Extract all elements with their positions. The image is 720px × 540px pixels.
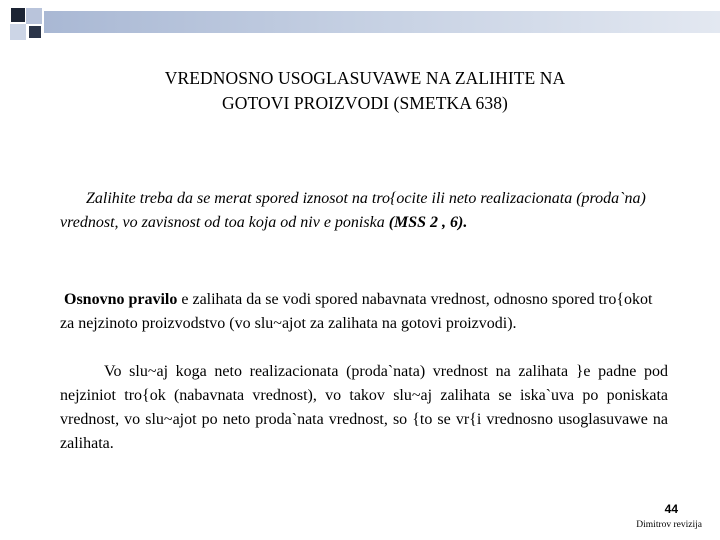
- paragraph-text: Vo slu~aj koga neto realizacionata (proda`nata) vrednost na zalihata }e padne pod nejziniot tro{ok (nabavnata vrednost), vo takov slu~aj zalihata se iska`uva po poniskata vrednost, vo slu~ajot po neto proda`nata vrednost, so {to se vr{i vrednosno usoglasuvawe na zalihata.: [60, 363, 668, 452]
- slide-title: [60, 66, 670, 116]
- title-line-1: VREDNOSNO USOGLASUVAWE NA ZALIHITE NA: [164, 68, 566, 88]
- header-gradient-band: [44, 11, 720, 33]
- bold-lead: Osnovno pravilo: [64, 291, 178, 308]
- deco-square-dark: [11, 8, 25, 22]
- deco-square-dark: [29, 26, 41, 38]
- deco-square-light: [10, 24, 26, 40]
- paragraph-impairment: [60, 360, 668, 456]
- title-line-2: GOTOVI PROIZVODI (SMETKA 638): [222, 93, 508, 113]
- paragraph-valuation-rule: [60, 187, 668, 235]
- footer-author: Dimitrov revizija: [636, 520, 702, 530]
- paragraph-text: Zalihite treba da se merat spored iznosot na tro{ocite ili neto realizacionata (proda`na) vrednost, vo zavisnost od toa koja od niv e poniska: [60, 190, 646, 231]
- paragraph-basic-rule: [60, 288, 668, 336]
- paragraph-text: e zalihata da se vodi spored nabavnata vrednost, odnosno spored tro{okot za nejzinoto proizvodstvo (vo slu~ajot za zalihata na gotovi proizvodi).: [60, 291, 653, 332]
- deco-square-light: [26, 8, 42, 24]
- page-number: 44: [664, 502, 678, 516]
- citation: (MSS 2 , 6).: [388, 214, 468, 231]
